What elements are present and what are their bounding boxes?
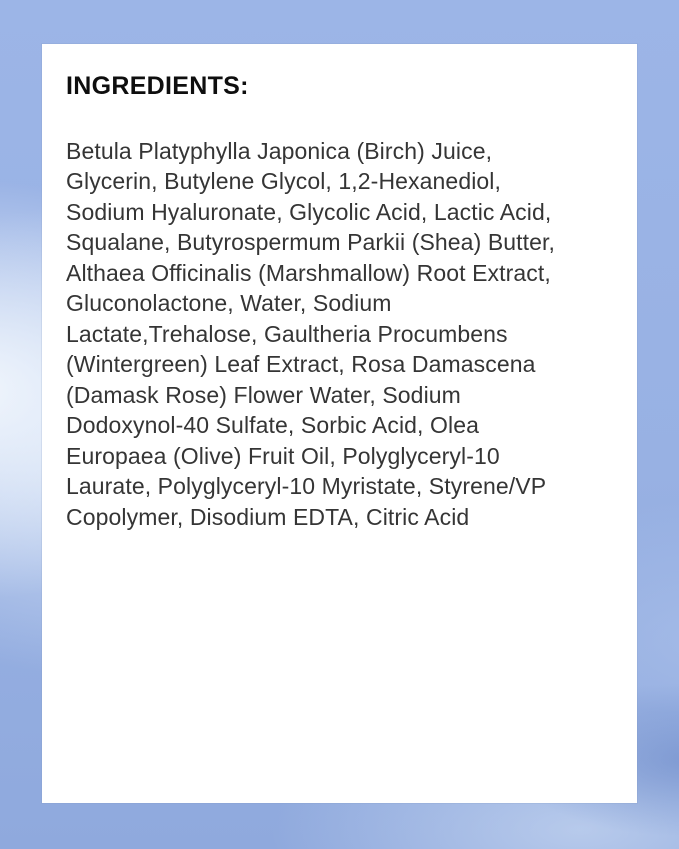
ingredient-line: Betula Platyphylla Japonica (Birch) Juice, [66, 137, 493, 164]
ingredients-card [42, 44, 637, 803]
ingredient-line: Europaea (Olive) Fruit Oil, Polyglyceryl-10 [66, 442, 500, 469]
ingredient-line: Gluconolactone, Water, Sodium [66, 290, 392, 316]
ingredient-line: Glycerin, Butylene Glycol, 1,2-Hexanediol, [66, 168, 502, 194]
ingredients-text [66, 136, 613, 533]
ingredient-line: Lactate,Trehalose, Gaultheria Procumbens [66, 320, 508, 347]
ingredient-line: Sodium Hyaluronate, Glycolic Acid, Lactic Acid, [66, 198, 552, 225]
ingredients-heading: INGREDIENTS: [66, 72, 249, 100]
ingredient-line: Althaea Officinalis (Marshmallow) Root Extract, [66, 259, 551, 286]
ingredient-line: Squalane, Butyrospermum Parkii (Shea) Butter, [66, 229, 556, 255]
ingredient-line: (Damask Rose) Flower Water, Sodium [66, 381, 461, 408]
ingredient-line: Laurate, Polyglyceryl-10 Myristate, Styrene/VP [66, 473, 547, 499]
ingredient-line: Copolymer, Disodium EDTA, Citric Acid [66, 503, 470, 530]
ingredient-line: Dodoxynol-40 Sulfate, Sorbic Acid, Olea [66, 412, 480, 438]
ingredient-line: (Wintergreen) Leaf Extract, Rosa Damascena [66, 351, 536, 377]
